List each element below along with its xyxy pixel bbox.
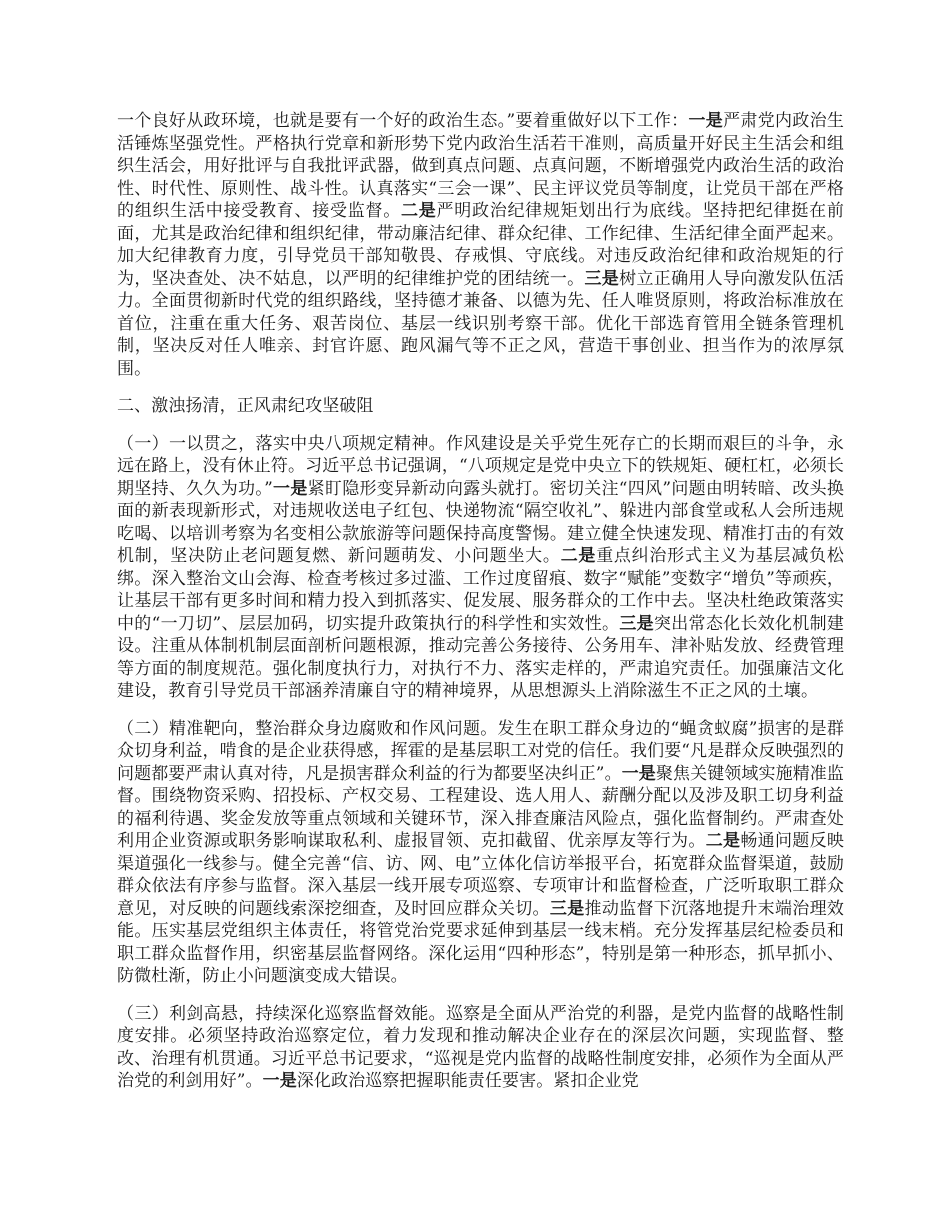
text-run: （二）精准靶向，整治群众身边腐败和作风问题。发生在职工群众身边的“蝇贪蚁腐”损害的是群众切身利益，啃食的是企业获得感，挥霍的是基层职工对党的信任。我们要“凡是群众反映强烈的问题都要严肃认真对待，凡是损害群众利益的行为都要坚决纠正”。 [117, 718, 844, 784]
document-page [117, 110, 844, 1108]
text-run: 深化政治巡察把握职能责任要害。紧扣企业党 [296, 1071, 639, 1091]
bold-marker: 二是 [560, 546, 597, 566]
para-subsection-1 [117, 433, 844, 703]
text-run: 重点纠治形式主义为基层减负松绑。深入整治文山会海、检查考核过多过滥、工作过度留痕、数字“赋能”变数字“增负”等顽疾，让基层干部有更多时间和精力投入到抓落实、促发展、服务群众的工作中去。坚决杜绝政策落实中的“一刀切”、层层加码，切实提升政策执行的科学性和实效性。 [117, 546, 845, 634]
bold-marker: 一是 [688, 111, 724, 131]
text-run: 紧盯隐形变异新动向露头就打。密切关注“四风”问题由明转暗、改头换面的新表现新形式，对违规收送电子红包、快递物流“隔空收礼”、躲进内部食堂或私人会所违规吃喝、以培训考察为名变相公款旅游等问题保持高度警惕。建立健全快速发现、精准打击的有效机制，坚决防止老问题复燃、新问题萌发、小问题坐大。 [117, 478, 844, 566]
text-run: 严肃党内政治生活锤炼坚强党性。严格执行党章和新形势下党内政治生活若干准则，高质量开好民主生活会和组织生活会，用好批评与自我批评武器，做到真点问题、点真问题，不断增强党内政治生活的政治性、时代性、原则性、战斗性。认真落实“三会一课”、民主评议党员等制度，让党员干部在严格的组织生活中接受教育、接受监督。 [117, 111, 845, 221]
bold-marker: 二是 [705, 831, 741, 851]
para-intro-continued [117, 110, 844, 380]
text-run: 一个良好从政环境，也就是要有一个好的政治生态。”要着重做好以下工作： [117, 111, 689, 131]
bold-marker: 三是 [549, 898, 585, 919]
para-subsection-3 [117, 1003, 844, 1093]
text-run: 严明政治纪律规矩划出行为底线。坚持把纪律挺在前面，尤其是政治纪律和组织纪律，带动廉洁纪律、群众纪律、工作纪律、生活纪律全面严起来。加大纪律教育力度，引导党员干部知敬畏、存戒惧、守底线。对违反政治纪律和政治规矩的行为，坚决查处、决不姑息，以严明的纪律维护党的团结统一。 [117, 201, 844, 289]
bold-marker: 三是 [619, 613, 654, 634]
para-subsection-2 [117, 718, 844, 988]
text-run: 二、激浊扬清，正风肃纪攻坚破阻 [117, 396, 374, 416]
section-heading-2 [117, 395, 844, 418]
bold-marker: 一是 [621, 763, 656, 784]
bold-marker: 一是 [272, 478, 308, 499]
text-run: 推动监督下沉落地提升末端治理效能。压实基层党组织主体责任，将管党治党要求延伸到基层一线末梢。充分发挥基层纪检委员和职工群众监督作用，织密基层监督网络。深化运用“四种形态”，特别是第一种形态，抓早抓小、防微杜渐，防止小问题演变成大错误。 [117, 898, 845, 986]
bold-marker: 一是 [262, 1071, 297, 1091]
text-run: （三）利剑高悬，持续深化巡察监督效能。巡察是全面从严治党的利器，是党内监督的战略性制度安排。必须坚持政治巡察定位，着力发现和推动解决企业存在的深层次问题，实现监督、整改、治理有机贯通。习近平总书记要求，“巡视是党内监督的战略性制度安排，必须作为全面从严治党的利剑用好”。 [117, 1003, 844, 1091]
text-run: 畅通问题反映渠道强化一线参与。健全完善“信、访、网、电”立体化信访举报平台，拓宽群众监督渠道，鼓励群众依法有序参与监督。深入基层一线开展专项巡察、专项审计和监督检查，广泛听取职工群众意见，对反映的问题线索深挖细查，及时回应群众关切。 [117, 831, 844, 919]
text-run: 聚焦关键领域实施精准监督。围绕物资采购、招投标、产权交易、工程建设、选人用人、薪酬分配以及涉及职工切身利益的福利待遇、奖金发放等重点领域和关键环节，深入排查廉洁风险点，强化监督制约。严肃查处利用企业资源或职务影响谋取私利、虚报冒领、克扣截留、优亲厚友等行为。 [117, 763, 845, 851]
text-run: （一）一以贯之，落实中央八项规定精神。作风建设是关乎党生死存亡的长期而艰巨的斗争，永远在路上，没有休止符。习近平总书记强调，“八项规定是党中央立下的铁规矩、硬杠杠，必须长期坚持、久久为功。” [117, 433, 844, 499]
text-run: 突出常态化长效化机制建设。注重从体制机制层面剖析问题根源，推动完善公务接待、公务用车、津补贴发放、经费管理等方面的制度规范。强化制度执行力，对执行不力、落实走样的，严肃追究责任。加强廉洁文化建设，教育引导党员干部涵养清廉自守的精神境界，从思想源头上消除滋生不正之风的土壤。 [117, 613, 844, 701]
text-run: 树立正确用人导向激发队伍活力。全面贯彻新时代党的组织路线，坚持德才兼备、以德为先、任人唯贤原则，将政治标准放在首位，注重在重大任务、艰苦岗位、基层一线识别考察干部。优化干部选育管用全链条管理机制，坚决反对任人唯亲、封官许愿、跑风漏气等不正之风，营造干事创业、担当作为的浓厚氛围。 [117, 268, 844, 379]
bold-marker: 三是 [584, 268, 620, 289]
bold-marker: 二是 [400, 201, 437, 221]
